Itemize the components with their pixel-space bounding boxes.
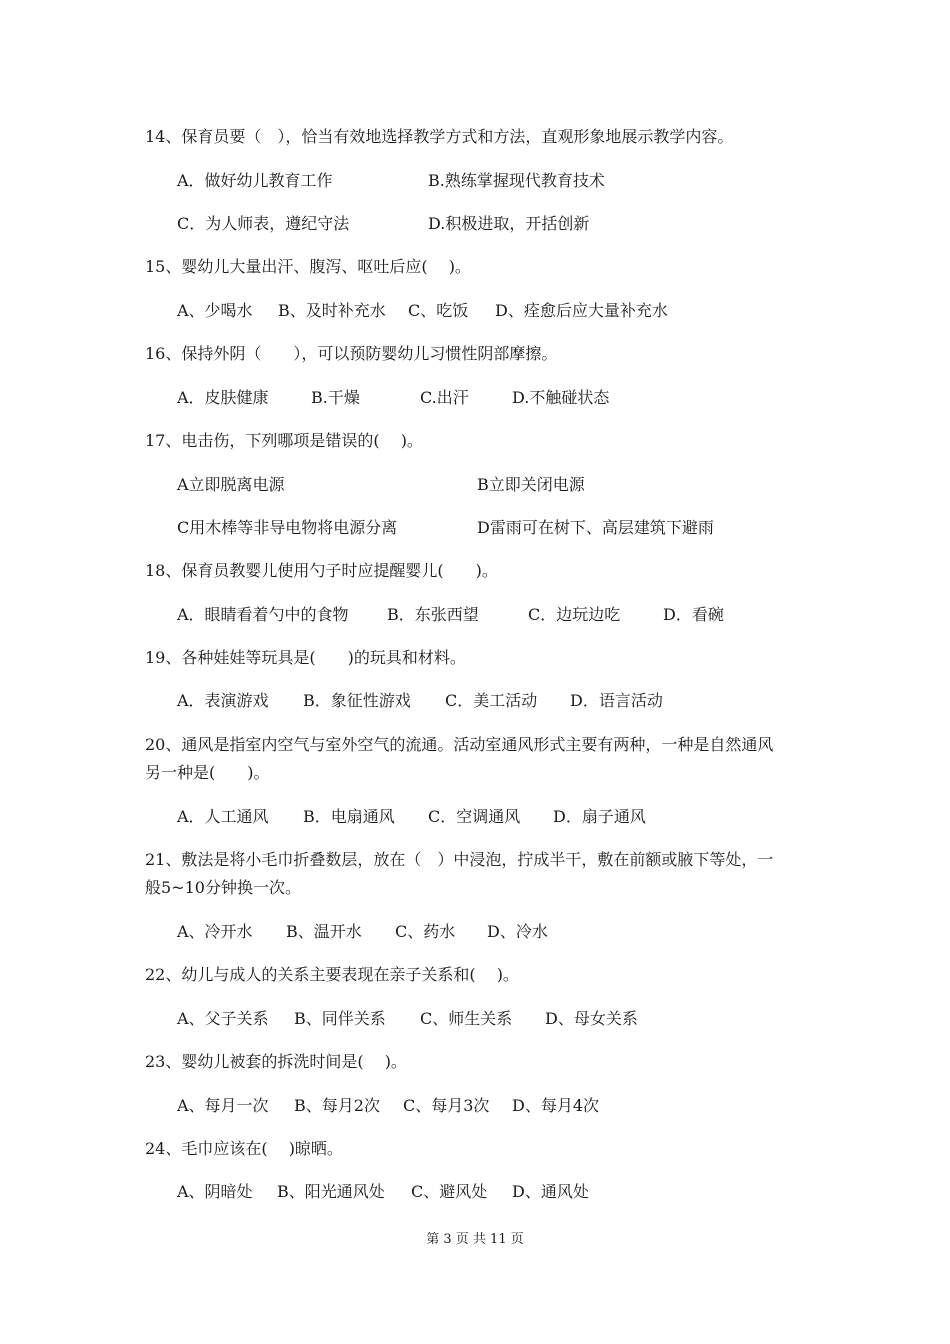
question-21-stem: 21、敷法是将小毛巾折叠数层，放在（ ）中浸泡，拧成半干，敷在前额或腋下等处，一 [145, 850, 774, 869]
q17-option-a: A立即脱离电源 [177, 475, 285, 494]
q21-option-a: A、冷开水 [177, 922, 253, 941]
q16-option-d: D.不触碰状态 [512, 388, 610, 407]
q20-option-a: A．人工通风 [177, 807, 269, 826]
q17-option-d: D雷雨可在树下、高层建筑下避雨 [477, 518, 714, 537]
q16-option-a: A．皮肤健康 [177, 388, 269, 407]
q24-option-d: D、通风处 [512, 1182, 589, 1201]
q24-option-b: B、阳光通风处 [277, 1182, 385, 1201]
q15-option-d: D、痊愈后应大量补充水 [495, 301, 668, 320]
q24-option-c: C、避风处 [411, 1182, 488, 1201]
q21-option-c: C、药水 [395, 922, 456, 941]
question-19-stem: 19、各种娃娃等玩具是( )的玩具和材料。 [145, 648, 466, 667]
q23-option-c: C、每月3次 [403, 1096, 490, 1115]
q19-option-a: A．表演游戏 [177, 691, 269, 710]
q24-option-a: A、阴暗处 [177, 1182, 253, 1201]
question-20-stem: 20、通风是指室内空气与室外空气的流通。活动室通风形式主要有两种，一种是自然通风 [145, 735, 774, 754]
q21-option-d: D、冷水 [487, 922, 548, 941]
q19-option-d: D．语言活动 [570, 691, 663, 710]
page-footer: 第 3 页 共 11 页 [426, 1232, 524, 1247]
question-20-stem-cont: 另一种是( )。 [145, 763, 270, 782]
q17-option-c: C用木棒等非导电物将电源分离 [177, 518, 398, 537]
q15-option-a: A、少喝水 [177, 301, 253, 320]
q15-option-b: B、及时补充水 [278, 301, 386, 320]
q14-option-d: D.积极进取，开括创新 [428, 214, 590, 233]
q21-option-b: B、温开水 [286, 922, 362, 941]
question-24-stem: 24、毛巾应该在( )晾晒。 [145, 1139, 343, 1158]
q22-option-d: D、母女关系 [545, 1009, 638, 1028]
q19-option-b: B．象征性游戏 [303, 691, 411, 710]
q18-option-a: A．眼睛看着勺中的食物 [177, 605, 349, 624]
q14-option-b: B.熟练掌握现代教育技术 [428, 171, 605, 190]
q17-option-b: B立即关闭电源 [477, 475, 585, 494]
q14-option-a: A．做好幼儿教育工作 [177, 171, 333, 190]
q18-option-d: D．看碗 [663, 605, 724, 624]
q22-option-c: C、师生关系 [420, 1009, 513, 1028]
q16-option-c: C.出汗 [420, 388, 469, 407]
question-15-stem: 15、婴幼儿大量出汗、腹泻、呕吐后应( )。 [145, 257, 471, 276]
q22-option-b: B、同伴关系 [294, 1009, 386, 1028]
q20-option-b: B．电扇通风 [303, 807, 395, 826]
question-18-stem: 18、保育员教婴儿使用勺子时应提醒婴儿( )。 [145, 561, 498, 580]
q22-option-a: A、父子关系 [177, 1009, 269, 1028]
q16-option-b: B.干燥 [311, 388, 360, 407]
question-23-stem: 23、婴幼儿被套的拆洗时间是( )。 [145, 1052, 407, 1071]
q23-option-b: B、每月2次 [294, 1096, 380, 1115]
q18-option-b: B．东张西望 [387, 605, 479, 624]
question-21-stem-cont: 般5~10分钟换一次。 [145, 878, 301, 897]
q20-option-d: D．扇子通风 [553, 807, 646, 826]
q18-option-c: C．边玩边吃 [528, 605, 621, 624]
q20-option-c: C．空调通风 [428, 807, 521, 826]
q23-option-a: A、每月一次 [177, 1096, 269, 1115]
question-22-stem: 22、幼儿与成人的关系主要表现在亲子关系和( )。 [145, 965, 519, 984]
q15-option-c: C、吃饭 [408, 301, 469, 320]
question-16-stem: 16、保持外阴（ ），可以预防婴幼儿习惯性阴部摩擦。 [145, 344, 558, 363]
question-17-stem: 17、电击伤，下列哪项是错误的( )。 [145, 431, 423, 450]
q19-option-c: C．美工活动 [445, 691, 538, 710]
q23-option-d: D、每月4次 [512, 1096, 600, 1115]
question-14-stem: 14、保育员要（ ），恰当有效地选择教学方式和方法，直观形象地展示教学内容。 [145, 127, 734, 146]
q14-option-c: C．为人师表，遵纪守法 [177, 214, 350, 233]
